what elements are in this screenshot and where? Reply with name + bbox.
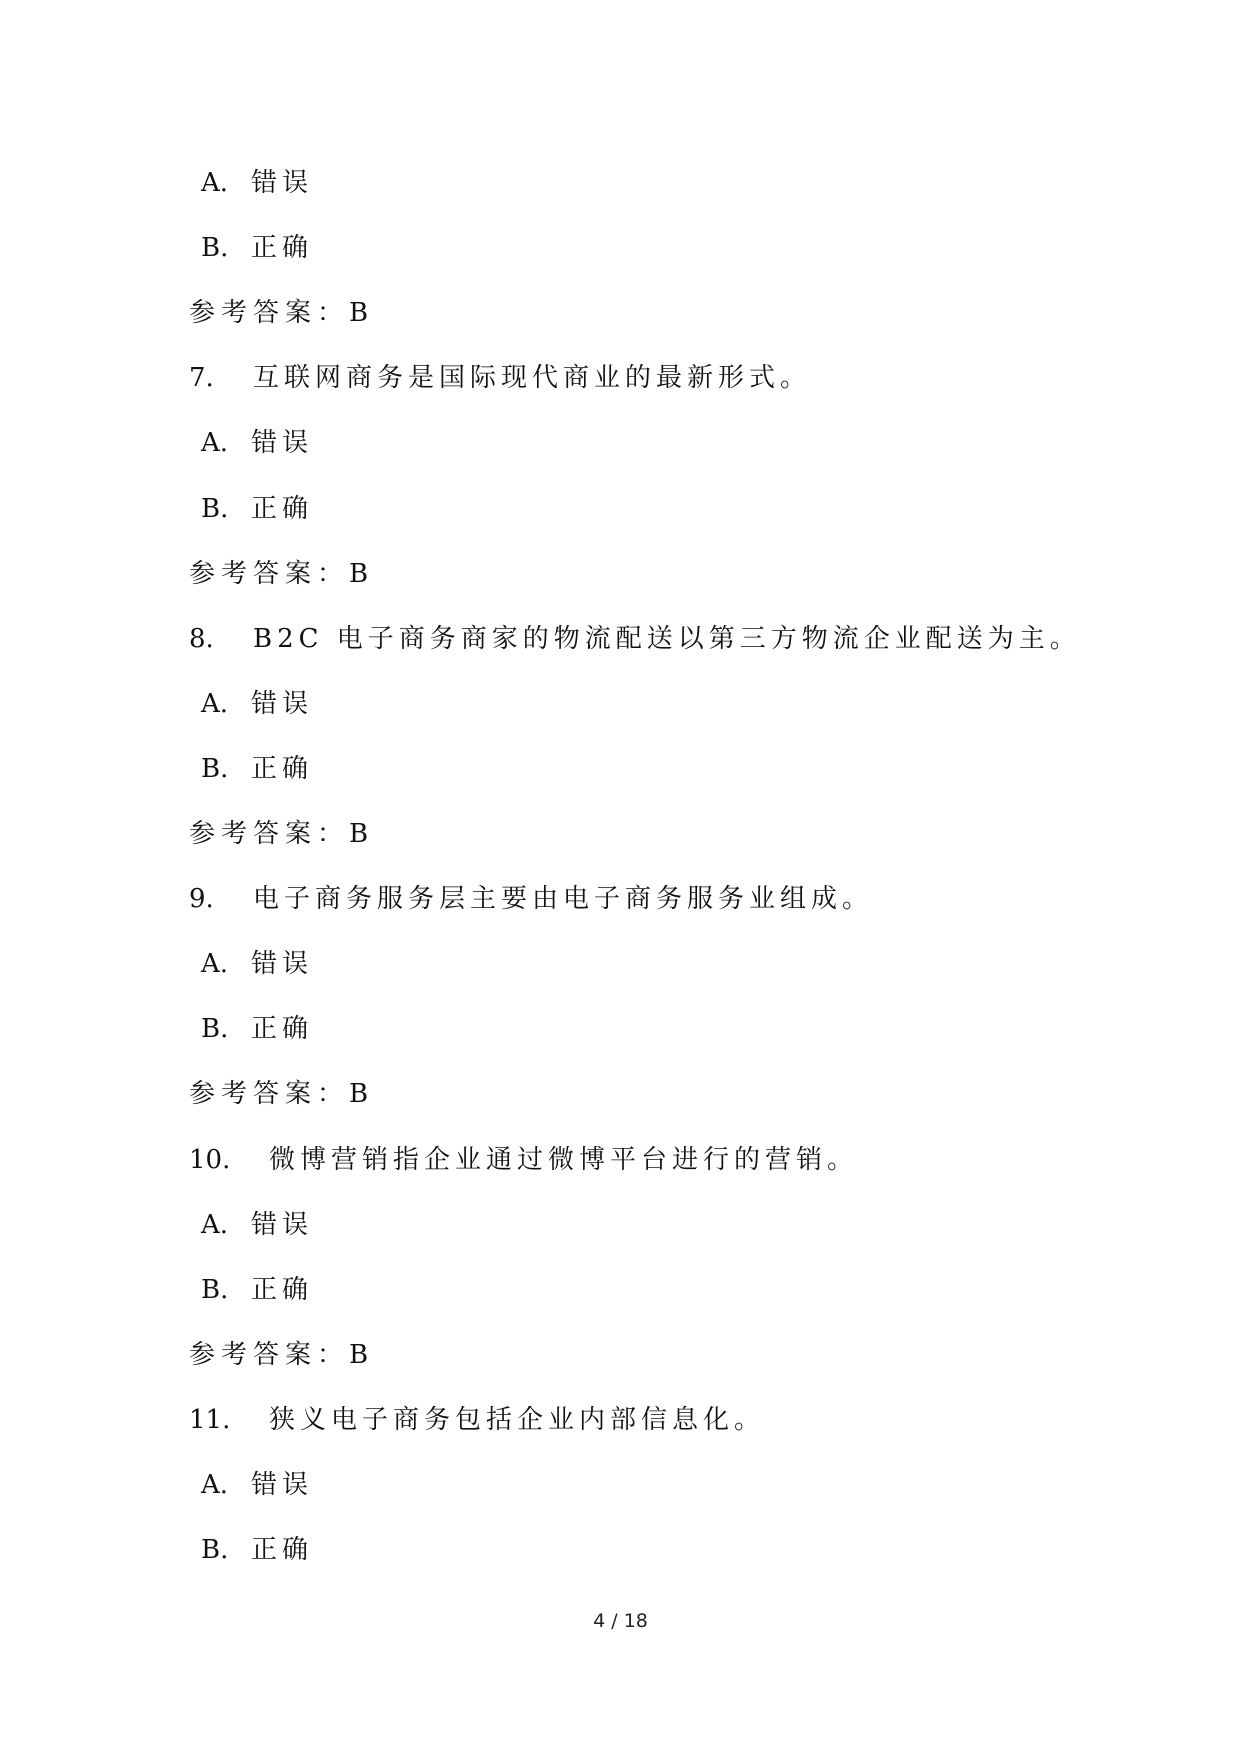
question-text: B2C 电子商务商家的物流配送以第三方物流企业配送为主。 xyxy=(253,624,1081,654)
answer-option xyxy=(201,1468,313,1502)
option-key: A. xyxy=(201,428,229,458)
answer-option xyxy=(201,1273,313,1307)
answer-value: B xyxy=(349,298,369,328)
question-text: 狭义电子商务包括企业内部信息化。 xyxy=(269,1405,766,1435)
answer-option xyxy=(201,231,313,265)
question-stem xyxy=(189,882,873,916)
question-stem xyxy=(189,1143,858,1177)
answer-option xyxy=(201,426,313,460)
reference-answer xyxy=(189,557,368,591)
option-key: A. xyxy=(201,168,229,198)
question-number: 9. xyxy=(189,884,214,914)
option-text: 正确 xyxy=(251,754,314,784)
option-text: 错误 xyxy=(251,949,314,979)
question-stem xyxy=(189,1403,765,1437)
answer-option xyxy=(201,687,313,721)
reference-answer xyxy=(189,817,368,851)
answer-option xyxy=(201,492,313,526)
answer-option xyxy=(201,947,313,981)
answer-option xyxy=(201,1533,313,1567)
option-key: A. xyxy=(201,689,229,719)
answer-value: B xyxy=(349,1340,369,1370)
question-number: 10. xyxy=(189,1145,231,1175)
question-number: 7. xyxy=(189,363,214,393)
option-text: 错误 xyxy=(251,168,314,198)
question-stem xyxy=(189,622,1081,656)
option-key: B. xyxy=(201,1535,229,1565)
question-number: 8. xyxy=(189,624,214,654)
question-text: 微博营销指企业通过微博平台进行的营销。 xyxy=(269,1145,859,1175)
page-number: 4 / 18 xyxy=(593,1610,648,1632)
option-key: B. xyxy=(201,233,229,263)
question-number: 11. xyxy=(189,1405,231,1435)
option-text: 错误 xyxy=(251,428,314,458)
option-key: A. xyxy=(201,1210,229,1240)
question-text: 互联网商务是国际现代商业的最新形式。 xyxy=(253,363,812,393)
answer-value: B xyxy=(349,1079,369,1109)
answer-label: 参考答案： xyxy=(189,298,350,328)
answer-value: B xyxy=(349,819,369,849)
answer-option xyxy=(201,1208,313,1242)
question-stem xyxy=(189,361,811,395)
reference-answer xyxy=(189,1077,368,1111)
option-text: 正确 xyxy=(251,1275,314,1305)
option-key: A. xyxy=(201,1470,229,1500)
option-text: 正确 xyxy=(251,494,314,524)
option-key: A. xyxy=(201,949,229,979)
option-key: B. xyxy=(201,494,229,524)
answer-label: 参考答案： xyxy=(189,559,350,589)
option-text: 正确 xyxy=(251,1535,314,1565)
answer-option xyxy=(201,166,313,200)
answer-value: B xyxy=(349,559,369,589)
answer-label: 参考答案： xyxy=(189,1079,350,1109)
reference-answer xyxy=(189,1338,368,1372)
option-text: 错误 xyxy=(251,1470,314,1500)
option-text: 错误 xyxy=(251,1210,314,1240)
option-text: 错误 xyxy=(251,689,314,719)
answer-label: 参考答案： xyxy=(189,819,350,849)
option-key: B. xyxy=(201,1014,229,1044)
answer-label: 参考答案： xyxy=(189,1340,350,1370)
question-text: 电子商务服务层主要由电子商务服务业组成。 xyxy=(253,884,874,914)
option-key: B. xyxy=(201,754,229,784)
answer-option xyxy=(201,1012,313,1046)
option-text: 正确 xyxy=(251,233,314,263)
option-text: 正确 xyxy=(251,1014,314,1044)
answer-option xyxy=(201,752,313,786)
reference-answer xyxy=(189,296,368,330)
option-key: B. xyxy=(201,1275,229,1305)
